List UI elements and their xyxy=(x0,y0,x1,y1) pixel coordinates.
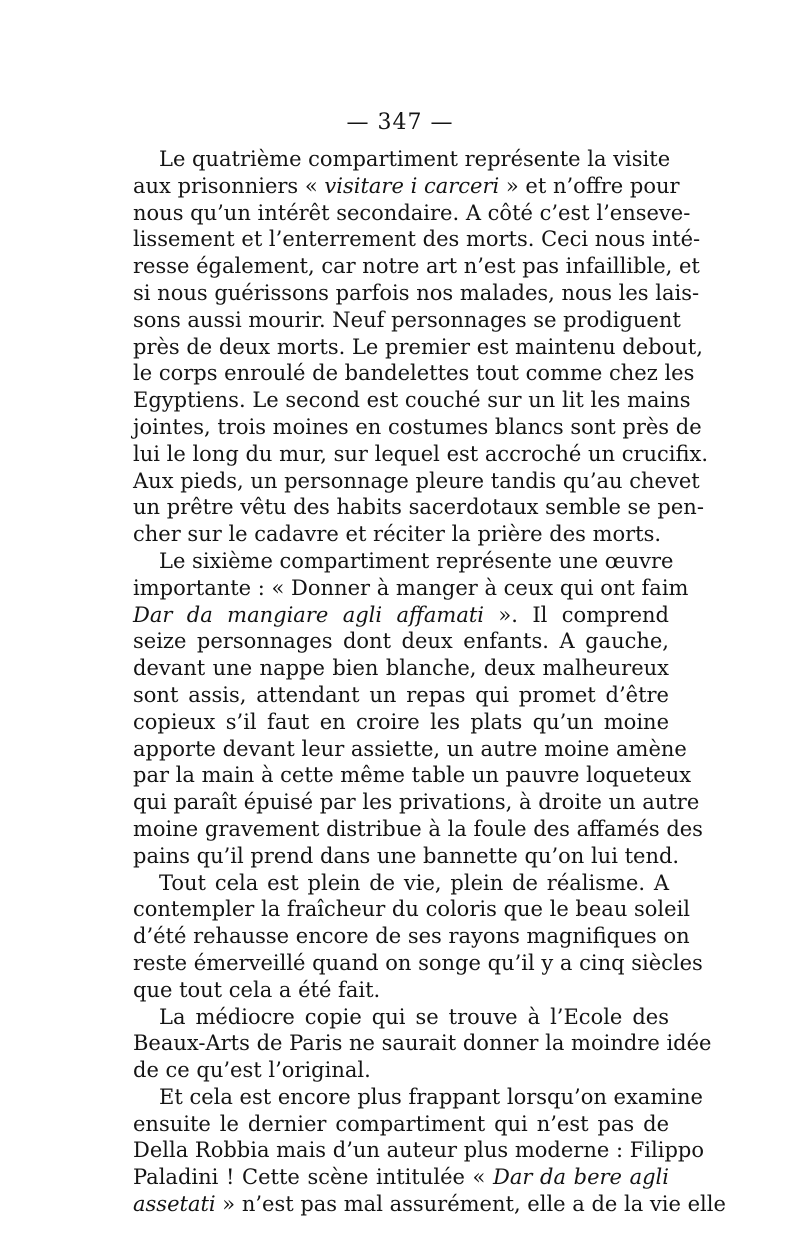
text-segment: Et cela est encore plus frappant lorsqu’on examine xyxy=(159,1084,703,1109)
text-segment: moine gravement distribue à la foule des affamés des xyxy=(133,816,703,841)
text-line xyxy=(133,816,703,843)
text-line xyxy=(133,1137,704,1164)
text-segment: La médiocre copie qui se trouve à l’Ecole des xyxy=(159,1004,669,1029)
text-segment: ». Il comprend xyxy=(484,602,669,627)
text-line xyxy=(133,521,669,548)
text-line xyxy=(133,414,702,441)
text-line xyxy=(133,762,692,789)
text-line xyxy=(133,280,700,307)
text-segment: resse également, car notre art n’est pas infaillible, et xyxy=(133,254,700,279)
text-line xyxy=(133,843,680,870)
text-line xyxy=(133,923,690,950)
text-segment: Tout cela est plein de vie, plein de réalisme. A xyxy=(159,870,669,895)
text-segment: Della Robbia mais d’un auteur plus moderne : Filippo xyxy=(133,1138,704,1163)
text-line xyxy=(133,494,704,521)
text-line xyxy=(133,896,691,923)
text-segment: » et n’offre pour xyxy=(499,173,680,198)
text-line xyxy=(133,736,687,763)
text-segment: qui paraît épuisé par les privations, à droite un autre xyxy=(133,790,700,815)
text-segment: Egyptiens. Le second est couché sur un lit les mains xyxy=(133,388,691,413)
text-line xyxy=(133,146,669,173)
text-line xyxy=(133,1030,712,1057)
text-line xyxy=(133,200,691,227)
italic-text: visitare i carceri xyxy=(324,173,500,198)
body-text xyxy=(133,146,726,1218)
text-segment: sons aussi mourir. Neuf personnages se prodiguent xyxy=(133,307,681,332)
text-line xyxy=(133,387,691,414)
text-segment: Le sixième compartiment représente une œuvre xyxy=(159,548,674,573)
text-line xyxy=(133,602,669,629)
text-line xyxy=(133,226,701,253)
text-segment: Le quatrième compartiment représente la visite xyxy=(159,147,671,171)
text-segment: copieux s’il faut en croire les plats qu’un moine xyxy=(133,709,669,734)
text-line xyxy=(133,655,669,682)
text-line xyxy=(133,870,669,897)
text-segment: Aux pieds, un personnage pleure tandis qu’au chevet xyxy=(133,468,700,493)
text-segment: jointes, trois moines en costumes blancs sont près de xyxy=(133,414,702,439)
page-number: — 347 — xyxy=(346,110,454,135)
text-line xyxy=(133,1111,669,1138)
text-segment: près de deux morts. Le premier est maintenu debout, xyxy=(133,334,703,359)
italic-text: Dar da mangiare agli affamati xyxy=(133,602,485,627)
text-line xyxy=(133,441,709,468)
text-segment: reste émerveillé quand on songe qu’il y a cinq siècles xyxy=(133,950,703,975)
text-line xyxy=(133,334,703,361)
text-segment: Paladini ! Cette scène intitulée « xyxy=(133,1165,494,1190)
text-line xyxy=(133,575,689,602)
text-segment: Beaux-Arts de Paris ne saurait donner la moindre idée xyxy=(133,1031,712,1056)
text-line xyxy=(133,468,700,495)
text-segment: sont assis, attendant un repas qui promet d’être xyxy=(133,682,669,707)
text-segment: importante : « Donner à manger à ceux qui ont faim xyxy=(133,575,689,600)
text-line xyxy=(133,1191,726,1218)
text-segment: devant une nappe bien blanche, deux malheureux xyxy=(133,656,669,681)
italic-text: assetati xyxy=(133,1192,216,1217)
text-segment: contempler la fraîcheur du coloris que le beau soleil xyxy=(133,897,691,922)
text-segment: que tout cela a été fait. xyxy=(133,977,381,1002)
text-line xyxy=(133,950,703,977)
text-segment: pains qu’il prend dans une bannette qu’on lui tend. xyxy=(133,843,680,868)
text-segment: cher sur le cadavre et réciter la prière des morts. xyxy=(133,522,662,547)
text-segment: si nous guérissons parfois nos malades, nous les lais- xyxy=(133,280,700,305)
text-line xyxy=(133,789,700,816)
text-segment: aux prisonniers « xyxy=(133,173,325,198)
text-segment: le corps enroulé de bandelettes tout comme chez les xyxy=(133,361,695,386)
text-line xyxy=(133,173,680,200)
text-segment: apporte devant leur assiette, un autre moine amène xyxy=(133,736,687,761)
italic-text: Dar da bere agli xyxy=(493,1165,669,1190)
text-segment: un prêtre vêtu des habits sacerdotaux semble se pen- xyxy=(133,495,704,520)
text-line xyxy=(133,709,669,736)
text-segment: seize personnages dont deux enfants. A gauche, xyxy=(133,629,669,654)
text-line xyxy=(133,977,669,1004)
text-line xyxy=(133,253,700,280)
text-line xyxy=(133,1004,669,1031)
text-segment: ensuite le dernier compartiment qui n’est pas de xyxy=(133,1111,669,1136)
text-segment: nous qu’un intérêt secondaire. A côté c’est l’enseve- xyxy=(133,200,691,225)
text-segment: » n’est pas mal assurément, elle a de la vie elle xyxy=(215,1192,726,1217)
text-segment: lissement et l’enterrement des morts. Ceci nous inté- xyxy=(133,227,701,252)
text-line xyxy=(133,628,669,655)
text-segment: par la main à cette même table un pauvre loqueteux xyxy=(133,763,692,788)
text-segment: lui le long du mur, sur lequel est accroché un crucifix. xyxy=(133,441,709,466)
text-line xyxy=(133,1084,703,1111)
text-line xyxy=(133,1164,669,1191)
text-segment: de ce qu’est l’original. xyxy=(133,1058,371,1083)
text-line xyxy=(133,682,669,709)
text-line xyxy=(133,307,681,334)
text-line xyxy=(133,548,674,575)
text-line xyxy=(133,1057,669,1084)
text-line xyxy=(133,360,695,387)
text-segment: d’été rehausse encore de ses rayons magnifiques on xyxy=(133,924,690,949)
